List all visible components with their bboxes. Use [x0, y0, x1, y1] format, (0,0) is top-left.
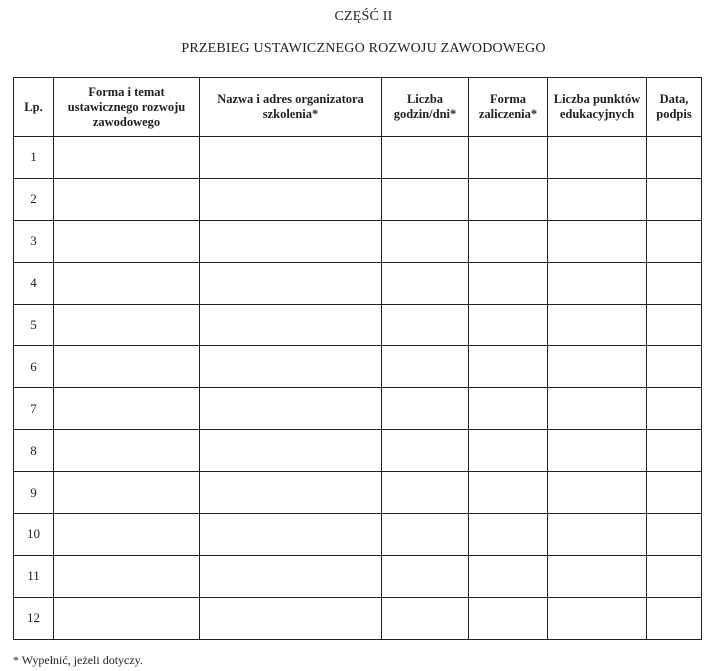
hours-days-cell[interactable]	[382, 346, 469, 388]
form-topic-cell[interactable]	[54, 137, 200, 179]
completion-form-cell[interactable]	[469, 472, 548, 514]
footnote: * Wypełnić, jeżeli dotyczy.	[13, 653, 143, 667]
table-row	[14, 346, 702, 388]
organizer-cell[interactable]	[200, 472, 382, 514]
section-title: PRZEBIEG USTAWICZNEGO ROZWOJU ZAWODOWEGO	[181, 41, 546, 56]
completion-form-cell[interactable]	[469, 346, 548, 388]
hours-days-cell[interactable]	[382, 555, 469, 597]
hours-days-cell[interactable]	[382, 220, 469, 262]
organizer-cell[interactable]	[200, 178, 382, 220]
date-signature-cell[interactable]	[647, 304, 702, 346]
row-number: 7	[14, 388, 54, 430]
table-row	[14, 555, 702, 597]
row-number: 9	[14, 472, 54, 514]
organizer-cell[interactable]	[200, 597, 382, 639]
completion-form-cell[interactable]	[469, 137, 548, 179]
hours-days-cell[interactable]	[382, 514, 469, 556]
education-points-cell[interactable]	[548, 388, 647, 430]
date-signature-cell[interactable]	[647, 220, 702, 262]
table-row	[14, 304, 702, 346]
education-points-cell[interactable]	[548, 472, 647, 514]
education-points-cell[interactable]	[548, 304, 647, 346]
form-topic-cell[interactable]	[54, 555, 200, 597]
organizer-cell[interactable]	[200, 514, 382, 556]
date-signature-cell[interactable]	[647, 262, 702, 304]
date-signature-cell[interactable]	[647, 430, 702, 472]
row-number: 11	[14, 555, 54, 597]
form-topic-cell[interactable]	[54, 304, 200, 346]
education-points-cell[interactable]	[548, 220, 647, 262]
header-organizer: Nazwa i adres organizatora szkolenia*	[200, 78, 382, 137]
date-signature-cell[interactable]	[647, 137, 702, 179]
date-signature-cell[interactable]	[647, 555, 702, 597]
row-number: 10	[14, 514, 54, 556]
table-row	[14, 178, 702, 220]
header-education-points: Liczba punktów edukacyjnych	[548, 78, 647, 137]
form-topic-cell[interactable]	[54, 597, 200, 639]
table-row	[14, 220, 702, 262]
hours-days-cell[interactable]	[382, 472, 469, 514]
organizer-cell[interactable]	[200, 137, 382, 179]
hours-days-cell[interactable]	[382, 178, 469, 220]
organizer-cell[interactable]	[200, 304, 382, 346]
education-log-table	[13, 77, 702, 640]
education-points-cell[interactable]	[548, 262, 647, 304]
education-points-cell[interactable]	[548, 597, 647, 639]
hours-days-cell[interactable]	[382, 430, 469, 472]
education-points-cell[interactable]	[548, 514, 647, 556]
date-signature-cell[interactable]	[647, 597, 702, 639]
row-number: 4	[14, 262, 54, 304]
table-body	[14, 137, 702, 640]
date-signature-cell[interactable]	[647, 388, 702, 430]
education-points-cell[interactable]	[548, 137, 647, 179]
hours-days-cell[interactable]	[382, 262, 469, 304]
header-form-topic: Forma i temat ustawicznego rozwoju zawodowego	[54, 78, 200, 137]
completion-form-cell[interactable]	[469, 430, 548, 472]
completion-form-cell[interactable]	[469, 304, 548, 346]
hours-days-cell[interactable]	[382, 597, 469, 639]
date-signature-cell[interactable]	[647, 514, 702, 556]
completion-form-cell[interactable]	[469, 597, 548, 639]
table-row	[14, 514, 702, 556]
education-points-cell[interactable]	[548, 430, 647, 472]
education-points-cell[interactable]	[548, 178, 647, 220]
organizer-cell[interactable]	[200, 346, 382, 388]
form-topic-cell[interactable]	[54, 346, 200, 388]
form-topic-cell[interactable]	[54, 178, 200, 220]
completion-form-cell[interactable]	[469, 220, 548, 262]
hours-days-cell[interactable]	[382, 388, 469, 430]
completion-form-cell[interactable]	[469, 388, 548, 430]
education-points-cell[interactable]	[548, 346, 647, 388]
organizer-cell[interactable]	[200, 555, 382, 597]
header-completion-form: Forma zaliczenia*	[469, 78, 548, 137]
hours-days-cell[interactable]	[382, 137, 469, 179]
row-number: 6	[14, 346, 54, 388]
table-header-row	[14, 78, 702, 137]
part-title: CZĘŚĆ II	[334, 9, 393, 24]
form-topic-cell[interactable]	[54, 262, 200, 304]
form-topic-cell[interactable]	[54, 388, 200, 430]
completion-form-cell[interactable]	[469, 178, 548, 220]
form-topic-cell[interactable]	[54, 514, 200, 556]
form-topic-cell[interactable]	[54, 472, 200, 514]
education-points-cell[interactable]	[548, 555, 647, 597]
organizer-cell[interactable]	[200, 262, 382, 304]
row-number: 2	[14, 178, 54, 220]
row-number: 3	[14, 220, 54, 262]
form-topic-cell[interactable]	[54, 430, 200, 472]
table-row	[14, 472, 702, 514]
header-hours-days: Liczba godzin/dni*	[382, 78, 469, 137]
table-row	[14, 597, 702, 639]
hours-days-cell[interactable]	[382, 304, 469, 346]
date-signature-cell[interactable]	[647, 346, 702, 388]
row-number: 1	[14, 137, 54, 179]
organizer-cell[interactable]	[200, 430, 382, 472]
table-row	[14, 430, 702, 472]
organizer-cell[interactable]	[200, 388, 382, 430]
header-date-signature: Data, podpis	[647, 78, 702, 137]
date-signature-cell[interactable]	[647, 178, 702, 220]
table-row	[14, 388, 702, 430]
row-number: 5	[14, 304, 54, 346]
completion-form-cell[interactable]	[469, 514, 548, 556]
organizer-cell[interactable]	[200, 220, 382, 262]
row-number: 12	[14, 597, 54, 639]
header-lp: Lp.	[14, 78, 54, 137]
form-topic-cell[interactable]	[54, 220, 200, 262]
table-row	[14, 137, 702, 179]
table-row	[14, 262, 702, 304]
completion-form-cell[interactable]	[469, 555, 548, 597]
date-signature-cell[interactable]	[647, 472, 702, 514]
completion-form-cell[interactable]	[469, 262, 548, 304]
row-number: 8	[14, 430, 54, 472]
